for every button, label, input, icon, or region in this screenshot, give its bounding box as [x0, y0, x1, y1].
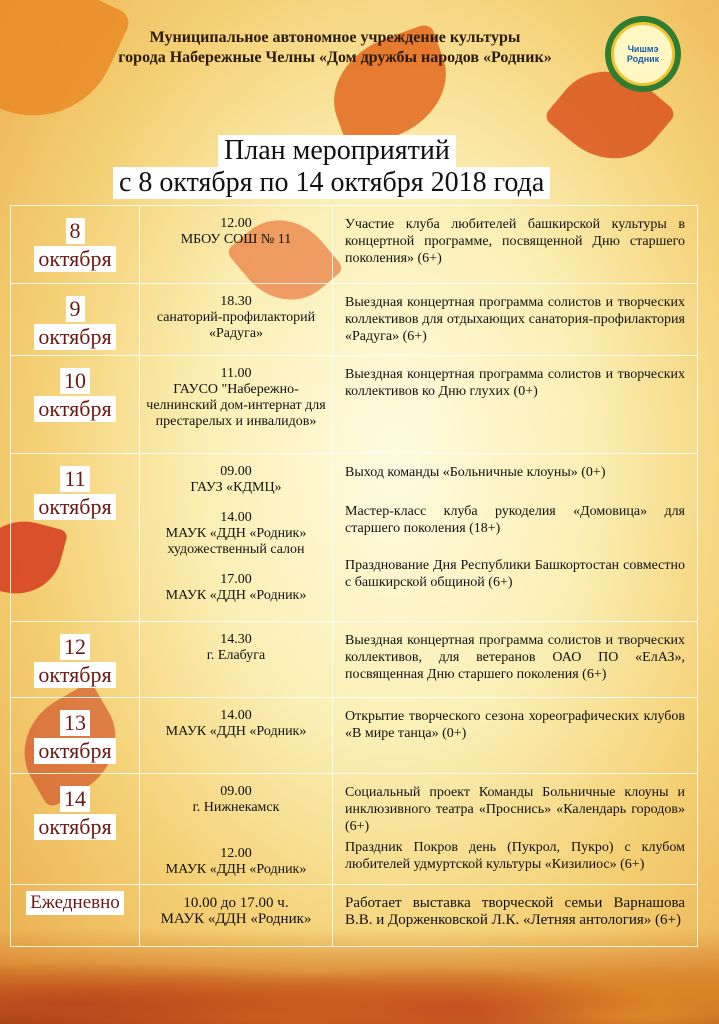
organization-name	[70, 28, 600, 68]
event-place: МАУК «ДДН «Родник»	[165, 862, 307, 877]
event-time: 09.00	[220, 464, 252, 479]
event-description: Празднование Дня Республики Башкортостан совместно с башкирской общиной (6+)	[345, 558, 685, 590]
logo-emblem: Чишмэ Родник	[611, 22, 675, 86]
table-row-daily	[11, 885, 698, 947]
day-month: октября	[34, 396, 115, 422]
desc-cell	[333, 356, 698, 454]
place-cell	[140, 774, 333, 885]
table-row	[11, 698, 698, 774]
day-number: 9	[66, 296, 85, 322]
place-cell	[140, 284, 333, 356]
event-time: 12.00	[220, 216, 252, 231]
day-number: 8	[66, 218, 85, 244]
desc-cell	[333, 698, 698, 774]
date-cell	[11, 774, 140, 885]
table-row	[11, 774, 698, 885]
event-place: г. Елабуга	[206, 648, 266, 663]
events-table	[10, 205, 698, 947]
event-description: Социальный проект Команды Больничные клоуны и инклюзивного театра «Проснись» «Календарь городов» (6+)	[345, 785, 685, 834]
event-place: МАУК «ДДН «Родник» художественный салон	[165, 526, 307, 557]
event-place: МАУК «ДДН «Родник»	[165, 724, 307, 739]
date-cell	[11, 622, 140, 698]
desc-cell	[333, 454, 698, 622]
day-month: октября	[34, 494, 115, 520]
decor-leaf-top-left	[0, 0, 133, 143]
place-cell	[140, 356, 333, 454]
event-time: 12.00	[220, 846, 252, 861]
event-description: Выездная концертная программа солистов и творческих коллективов, для ветеранов ОАО ПО «ЕлАЗ», посвященная Дню старшего поколения (6+)	[345, 633, 685, 682]
day-number: 13	[60, 710, 90, 736]
event-description: Праздник Покров день (Пукрол, Пукро) с клубом любителей удмуртской культуры «Кизилиос» (6+)	[345, 840, 685, 872]
org-line-2: города Набережные Челны «Дом дружбы народов «Родник»	[118, 49, 552, 66]
day-number: 12	[60, 634, 90, 660]
event-place: МБОУ СОШ № 11	[180, 232, 292, 247]
org-line-1: Муниципальное автономное учреждение культуры	[149, 29, 521, 46]
page-subtitle-dates: с 8 октября по 14 октября 2018 года	[113, 167, 550, 199]
table-row	[11, 622, 698, 698]
table-row	[11, 356, 698, 454]
day-month: октября	[34, 738, 115, 764]
place-cell	[140, 698, 333, 774]
event-time: 14.00	[220, 510, 252, 525]
place-cell	[140, 885, 333, 947]
event-time: 14.30	[220, 632, 252, 647]
event-time: 11.00	[220, 366, 252, 381]
event-description: Открытие творческого сезона хореографических клубов «В мире танца» (0+)	[345, 709, 685, 741]
event-time: 14.00	[220, 708, 252, 723]
event-description: Выход команды «Больничные клоуны» (0+)	[345, 465, 606, 480]
date-cell	[11, 356, 140, 454]
day-number: 14	[60, 786, 90, 812]
desc-cell	[333, 284, 698, 356]
desc-cell	[333, 885, 698, 947]
event-description: Мастер-класс клуба рукоделия «Домовица» для старшего поколения (18+)	[345, 504, 685, 536]
event-description: Выездная концертная программа солистов и творческих коллективов для отдыхающих санатория-профилактория «Радуга» (6+)	[345, 295, 685, 344]
event-time: 10.00 до 17.00 ч.	[183, 895, 289, 911]
event-place: МАУК «ДДН «Родник»	[165, 588, 307, 603]
date-cell	[11, 454, 140, 622]
table-row	[11, 454, 698, 622]
date-cell	[11, 284, 140, 356]
event-place: санаторий-профилакторий «Радуга»	[156, 310, 316, 341]
desc-cell	[333, 774, 698, 885]
event-place: г. Нижнекамск	[192, 800, 280, 815]
desc-cell	[333, 622, 698, 698]
date-cell	[11, 206, 140, 284]
place-cell	[140, 622, 333, 698]
event-place: ГАУЗ «КДМЦ»	[190, 480, 282, 495]
date-cell	[11, 698, 140, 774]
event-description: Работает выставка творческой семьи Варнашова В.В. и Дорженковской Л.К. «Летняя антология» (6+)	[345, 895, 685, 928]
place-cell	[140, 206, 333, 284]
desc-cell	[333, 206, 698, 284]
event-time: 17.00	[220, 572, 252, 587]
event-time: 18.30	[220, 294, 252, 309]
table-row	[11, 206, 698, 284]
place-cell	[140, 454, 333, 622]
date-cell	[11, 885, 140, 947]
event-description: Выездная концертная программа солистов и творческих коллективов ко Дню глухих (0+)	[345, 367, 685, 399]
daily-label: Ежедневно	[26, 891, 124, 915]
day-month: октября	[34, 662, 115, 688]
day-month: октября	[34, 324, 115, 350]
logo	[605, 16, 681, 92]
day-number: 10	[60, 368, 90, 394]
table-row	[11, 284, 698, 356]
event-description: Участие клуба любителей башкирской культуры в концертной программе, посвященной Дню старшего поколения» (6+)	[345, 217, 685, 266]
day-number: 11	[60, 466, 89, 492]
page-title: План мероприятий	[218, 135, 456, 167]
day-month: октября	[34, 246, 115, 272]
event-place: ГАУСО "Набережно-челнинский дом-интернат для престарелых и инвалидов»	[146, 382, 326, 429]
event-place: МАУК «ДДН «Родник»	[160, 911, 312, 927]
event-time: 09.00	[220, 784, 252, 799]
day-month: октября	[34, 814, 115, 840]
